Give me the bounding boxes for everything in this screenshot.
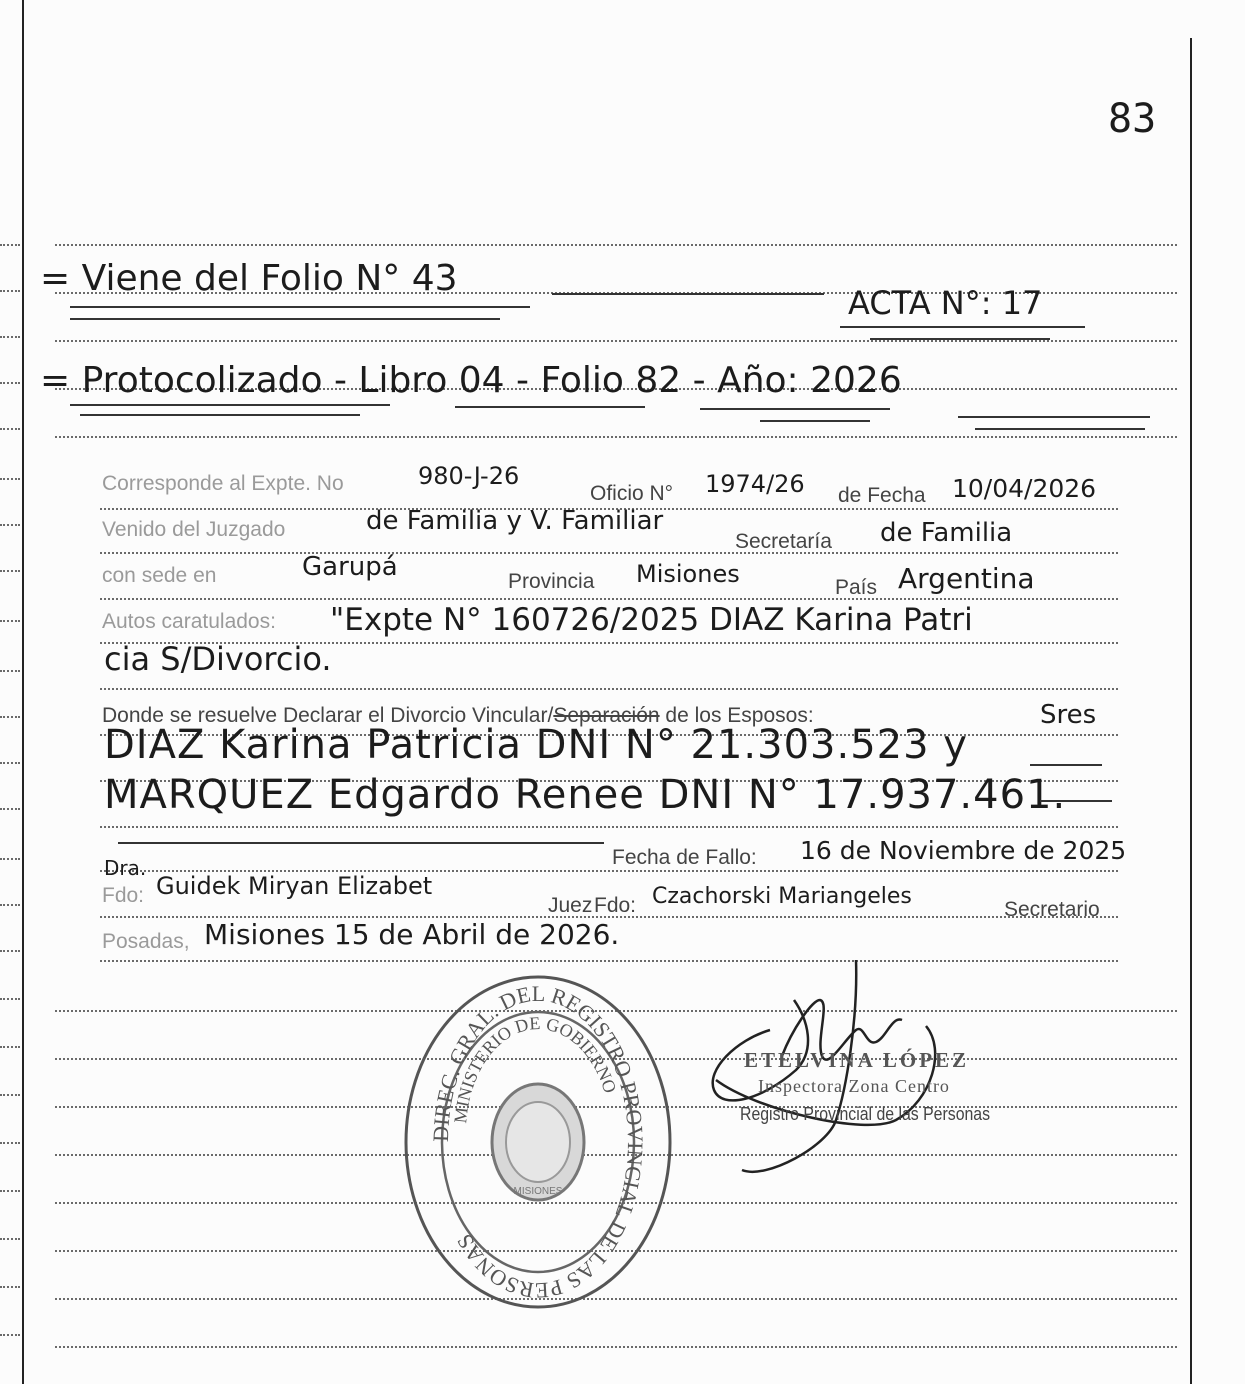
spouse-1: DIAZ Karina Patricia DNI N° 21.303.523 y xyxy=(104,722,968,768)
stub-ruling xyxy=(0,382,20,384)
ruling-line xyxy=(100,552,1118,554)
stub-ruling xyxy=(0,620,20,622)
fallo-label: Fecha de Fallo: xyxy=(612,846,757,869)
sede-value: Garupá xyxy=(302,552,398,582)
stub-ruling xyxy=(0,716,20,718)
provincia-label: Provincia xyxy=(508,570,595,593)
ruling-line xyxy=(100,826,1118,828)
viene-underline xyxy=(70,306,530,308)
seal-inner-text: MINISTERIO DE GOBIERNO xyxy=(450,1012,621,1125)
provincia-value: Misiones xyxy=(636,560,740,588)
stub-ruling xyxy=(0,670,20,672)
stub-ruling xyxy=(0,1238,20,1240)
stub-ruling xyxy=(0,244,20,246)
sede-label: con sede en xyxy=(102,564,217,587)
fdo2-value: Czachorski Mariangeles xyxy=(652,884,912,909)
stub-ruling xyxy=(0,478,20,480)
venido-value: de Familia y V. Familiar xyxy=(366,506,664,536)
fallo-dash xyxy=(118,842,604,844)
stub-ruling xyxy=(0,336,20,338)
secretaria-label: Secretaría xyxy=(735,530,832,553)
venido-label: Venido del Juzgado xyxy=(102,518,286,541)
right-margin-line xyxy=(1190,38,1192,1384)
acta-underline xyxy=(870,338,1050,340)
separator-dash xyxy=(552,293,824,295)
stub-ruling xyxy=(0,1094,20,1096)
seal-center-text: MISIONES xyxy=(513,1186,563,1197)
stub-ruling xyxy=(0,1142,20,1144)
autos-label: Autos caratulados: xyxy=(102,610,276,633)
pais-label: País xyxy=(835,576,878,599)
resuelve-sres: Sres xyxy=(1040,700,1097,730)
juez-label: Juez xyxy=(548,894,593,917)
viene-underline xyxy=(70,318,500,320)
ruling-line xyxy=(55,1346,1177,1348)
expte-label: Corresponde al Expte. No xyxy=(102,472,344,495)
stub-ruling xyxy=(0,570,20,572)
folio-number: 83 xyxy=(1108,96,1157,142)
libro-underline xyxy=(455,406,645,408)
stub-ruling xyxy=(0,858,20,860)
stub-ruling xyxy=(0,1190,20,1192)
fdo1-value: Guidek Miryan Elizabet xyxy=(156,872,433,900)
official-seal-stamp xyxy=(398,972,678,1312)
ruling-line xyxy=(55,244,1177,246)
stub-ruling xyxy=(0,1046,20,1048)
spouse-2-dash xyxy=(1040,800,1112,802)
anio-underline xyxy=(958,416,1150,418)
ruling-line xyxy=(55,340,1177,342)
expte-value: 980-J-26 xyxy=(418,462,520,490)
seal-outer-text: DIREC. GRAL. DEL REGISTRO PROVINCIAL DE LAS PERSONAS xyxy=(427,980,649,1304)
folio-underline xyxy=(760,420,870,422)
stub-ruling xyxy=(0,808,20,810)
stub-ruling xyxy=(0,904,20,906)
dra-prefix: Dra. xyxy=(104,856,147,880)
stub-ruling xyxy=(0,1334,20,1336)
stub-ruling xyxy=(0,998,20,1000)
pais-value: Argentina xyxy=(898,562,1035,595)
protocolizado: = Protocolizado - Libro 04 - Folio 82 - Año: 2026 xyxy=(40,360,902,401)
fallo-value: 16 de Noviembre de 2025 xyxy=(800,836,1127,865)
oficio-value: 1974/26 xyxy=(705,470,805,498)
acta-number: ACTA N°: 17 xyxy=(848,284,1043,322)
lugar-value: Misiones 15 de Abril de 2026. xyxy=(204,918,620,951)
acta-underline xyxy=(840,326,1085,328)
stub-ruling xyxy=(0,524,20,526)
ruling-line xyxy=(55,436,1177,438)
spouse-2: MARQUEZ Edgardo Renee DNI N° 17.937.461. xyxy=(104,772,1067,818)
resuelve-label-1: Donde se resuelve Declarar el Divorcio Vincular/ xyxy=(102,704,554,727)
protocolizado-underline xyxy=(70,404,390,406)
signatory-title: Inspectora Zona Centro xyxy=(758,1076,950,1096)
fdo1-label: Fdo: xyxy=(102,884,145,907)
secretaria-value: de Familia xyxy=(880,518,1013,548)
resuelve-struck: Separación xyxy=(553,704,660,727)
stub-ruling xyxy=(0,762,20,764)
stub-ruling xyxy=(0,950,20,952)
ruling-line xyxy=(100,688,1118,690)
stub-ruling xyxy=(0,1286,20,1288)
ruling-line xyxy=(100,598,1118,600)
lugar-label: Posadas, xyxy=(102,930,190,953)
protocolizado-underline xyxy=(80,414,360,416)
autos-value-1: "Expte N° 160726/2025 DIAZ Karina Patri xyxy=(330,602,973,638)
folio-underline xyxy=(700,408,890,410)
secretario-label: Secretario xyxy=(1004,898,1100,921)
oficio-label: Oficio N° xyxy=(590,482,674,505)
signatory-org: Registro Provincial de las Personas xyxy=(740,1104,991,1124)
signatory-name: ETELVINA LÓPEZ xyxy=(744,1048,970,1072)
resuelve-label-2: de los Esposos: xyxy=(665,704,814,727)
fecha-label: de Fecha xyxy=(838,484,926,507)
viene-del-folio: = Viene del Folio N° 43 xyxy=(40,258,458,299)
stub-ruling xyxy=(0,290,20,292)
spouse-1-dash xyxy=(1030,764,1102,766)
anio-underline xyxy=(975,428,1145,430)
left-margin-line xyxy=(22,0,24,1384)
fdo2-label: Fdo: xyxy=(594,894,637,917)
autos-value-2: cia S/Divorcio. xyxy=(104,640,332,678)
fecha-value: 10/04/2026 xyxy=(952,474,1097,503)
stub-ruling xyxy=(0,428,20,430)
